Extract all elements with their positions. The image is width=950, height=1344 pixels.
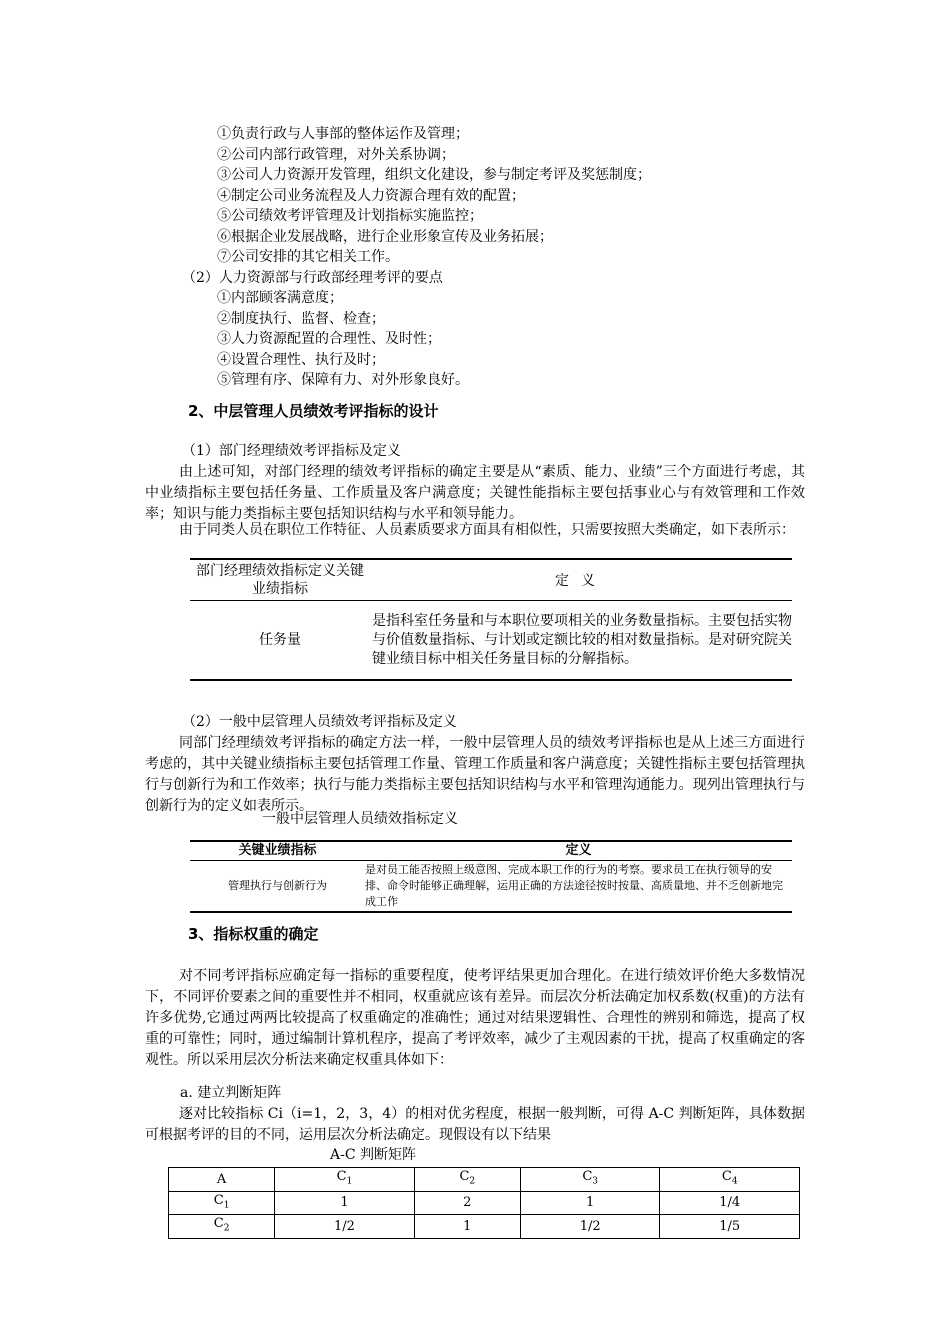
point-item-3: ③人力资源配置的合理性、及时性；	[217, 331, 441, 347]
matrix-cell: 1/2	[520, 1215, 660, 1239]
matrix-cell: 2	[414, 1191, 520, 1215]
matrix-cell: 1/4	[660, 1191, 800, 1215]
duty-item-1: ①负责行政与人事部的整体运作及管理；	[217, 126, 469, 142]
general-manager-indicator-table	[190, 840, 792, 913]
point-item-5: ⑤管理有序、保障有力、对外形象良好。	[217, 372, 469, 388]
point-item-2: ②制度执行、监督、检查；	[217, 311, 385, 327]
matrix-header-row	[169, 1168, 800, 1192]
table-2-caption: 一般中层管理人员绩效指标定义	[262, 811, 458, 827]
subheading-evaluation-points: （2）人力资源部与行政部经理考评的要点	[182, 270, 443, 286]
point-item-4: ④设置合理性、执行及时；	[217, 352, 385, 368]
duty-item-7: ⑦公司安排的其它相关工作。	[217, 249, 399, 265]
judgment-matrix-table	[168, 1167, 800, 1239]
duty-item-5: ⑤公司绩效考评管理及计划指标实施监控；	[217, 208, 483, 224]
table-header-indicator: 关键业绩指标	[190, 841, 365, 861]
table-header-indicator: 部门经理绩效指标定义关键业绩指标	[190, 559, 370, 601]
matrix-row	[169, 1191, 800, 1215]
table-3-caption: A-C 判断矩阵	[330, 1147, 417, 1163]
matrix-row	[169, 1215, 800, 1239]
subheading-general-manager: （2）一般中层管理人员绩效考评指标及定义	[182, 714, 457, 730]
matrix-cell: 1	[414, 1215, 520, 1239]
table-cell-definition: 是对员工能否按照上级意图、完成本职工作的行为的考察。要求员工在执行领导的安排、命令时能够正确理解，运用正确的方法途径按时按量、高质量地、并不乏创新地完成工作	[365, 861, 792, 913]
matrix-row-header: $C_2$	[169, 1215, 275, 1239]
point-item-1: ①内部顾客满意度；	[217, 290, 343, 306]
paragraph-dept-manager-2: 由于同类人员在职位工作特征、人员素质要求方面具有相似性，只需要按照大类确定，如下表所示：	[179, 522, 795, 538]
matrix-row-header: $C_1$	[169, 1191, 275, 1215]
duty-item-2: ②公司内部行政管理，对外关系协调；	[217, 147, 455, 163]
duty-item-4: ④制定公司业务流程及人力资源合理有效的配置；	[217, 188, 525, 204]
dept-manager-indicator-table	[190, 558, 792, 681]
table-header-definition: 定义	[370, 559, 792, 601]
section-2-heading: 2、中层管理人员绩效考评指标的设计	[188, 402, 439, 420]
matrix-corner-cell: A	[169, 1168, 275, 1192]
subheading-dept-manager: （1）部门经理绩效考评指标及定义	[182, 443, 401, 459]
paragraph-weight: 对不同考评指标应确定每一指标的重要程度，使考评结果更加合理化。在进行绩效评价绝大多数情况下，不同评价要素之间的重要性并不相同，权重就应该有差异。而层次分析法确定加权系数(权重)的方法有许多优势,它通过两两比较提高了权重确定的准确性；通过对结果逻辑性、合理性的辨别和筛选，提高了权重的可靠性；同时，通过编制计算机程序，提高了考评效率，减少了主观因素的干扰，提高了权重确定的客观性。所以采用层次分析法来确定权重具体如下：	[145, 968, 805, 1068]
duty-item-3: ③公司人力资源开发管理，组织文化建设，参与制定考评及奖惩制度；	[217, 167, 651, 183]
matrix-cell: 1/5	[660, 1215, 800, 1239]
duty-item-6: ⑥根据企业发展战略，进行企业形象宣传及业务拓展；	[217, 229, 553, 245]
table-header-definition: 定义	[365, 841, 792, 861]
paragraph-dept-manager-1: 由上述可知，对部门经理的绩效考评指标的确定主要是从“素质、能力、业绩”三个方面进行考虑，其中业绩指标主要包括任务量、工作质量及客户满意度；关键性能指标主要包括事业心与有效管理和工作效率；知识与能力类指标主要包括知识结构与水平和领导能力。	[145, 464, 805, 522]
paragraph-matrix: 逐对比较指标 Ci（i=1，2，3，4）的相对优劣程度，根据一般判断，可得 A-C 判断矩阵，具体数据可根据考评的目的不同，运用层次分析法确定。现假设有以下结果	[145, 1106, 805, 1143]
step-a-label: a. 建立判断矩阵	[180, 1085, 282, 1101]
section-3-heading: 3、指标权重的确定	[188, 925, 319, 943]
matrix-col-header: $C_3$	[520, 1168, 660, 1192]
paragraph-general-manager: 同部门经理绩效考评指标的确定方法一样，一般中层管理人员的绩效考评指标也是从上述三方面进行考虑的，其中关键业绩指标主要包括管理工作量、管理工作质量和客户满意度；关键性指标主要包括管理执行与创新行为和工作效率；执行与能力类指标主要包括知识结构与水平和管理沟通能力。现列出管理执行与创新行为的定义如表所示。	[145, 735, 805, 814]
matrix-cell: 1/2	[275, 1215, 415, 1239]
table-cell-indicator-name: 管理执行与创新行为	[190, 861, 365, 913]
matrix-cell: 1	[275, 1191, 415, 1215]
matrix-cell: 1	[520, 1191, 660, 1215]
matrix-col-header: $C_4$	[660, 1168, 800, 1192]
matrix-col-header: $C_1$	[275, 1168, 415, 1192]
table-cell-indicator-name: 任务量	[190, 601, 370, 681]
table-cell-definition: 是指科室任务量和与本职位要项相关的业务数量指标。主要包括实物与价值数量指标、与计划或定额比较的相对数量指标。是对研究院关键业绩目标中相关任务量目标的分解指标。	[370, 601, 792, 681]
matrix-col-header: $C_2$	[414, 1168, 520, 1192]
